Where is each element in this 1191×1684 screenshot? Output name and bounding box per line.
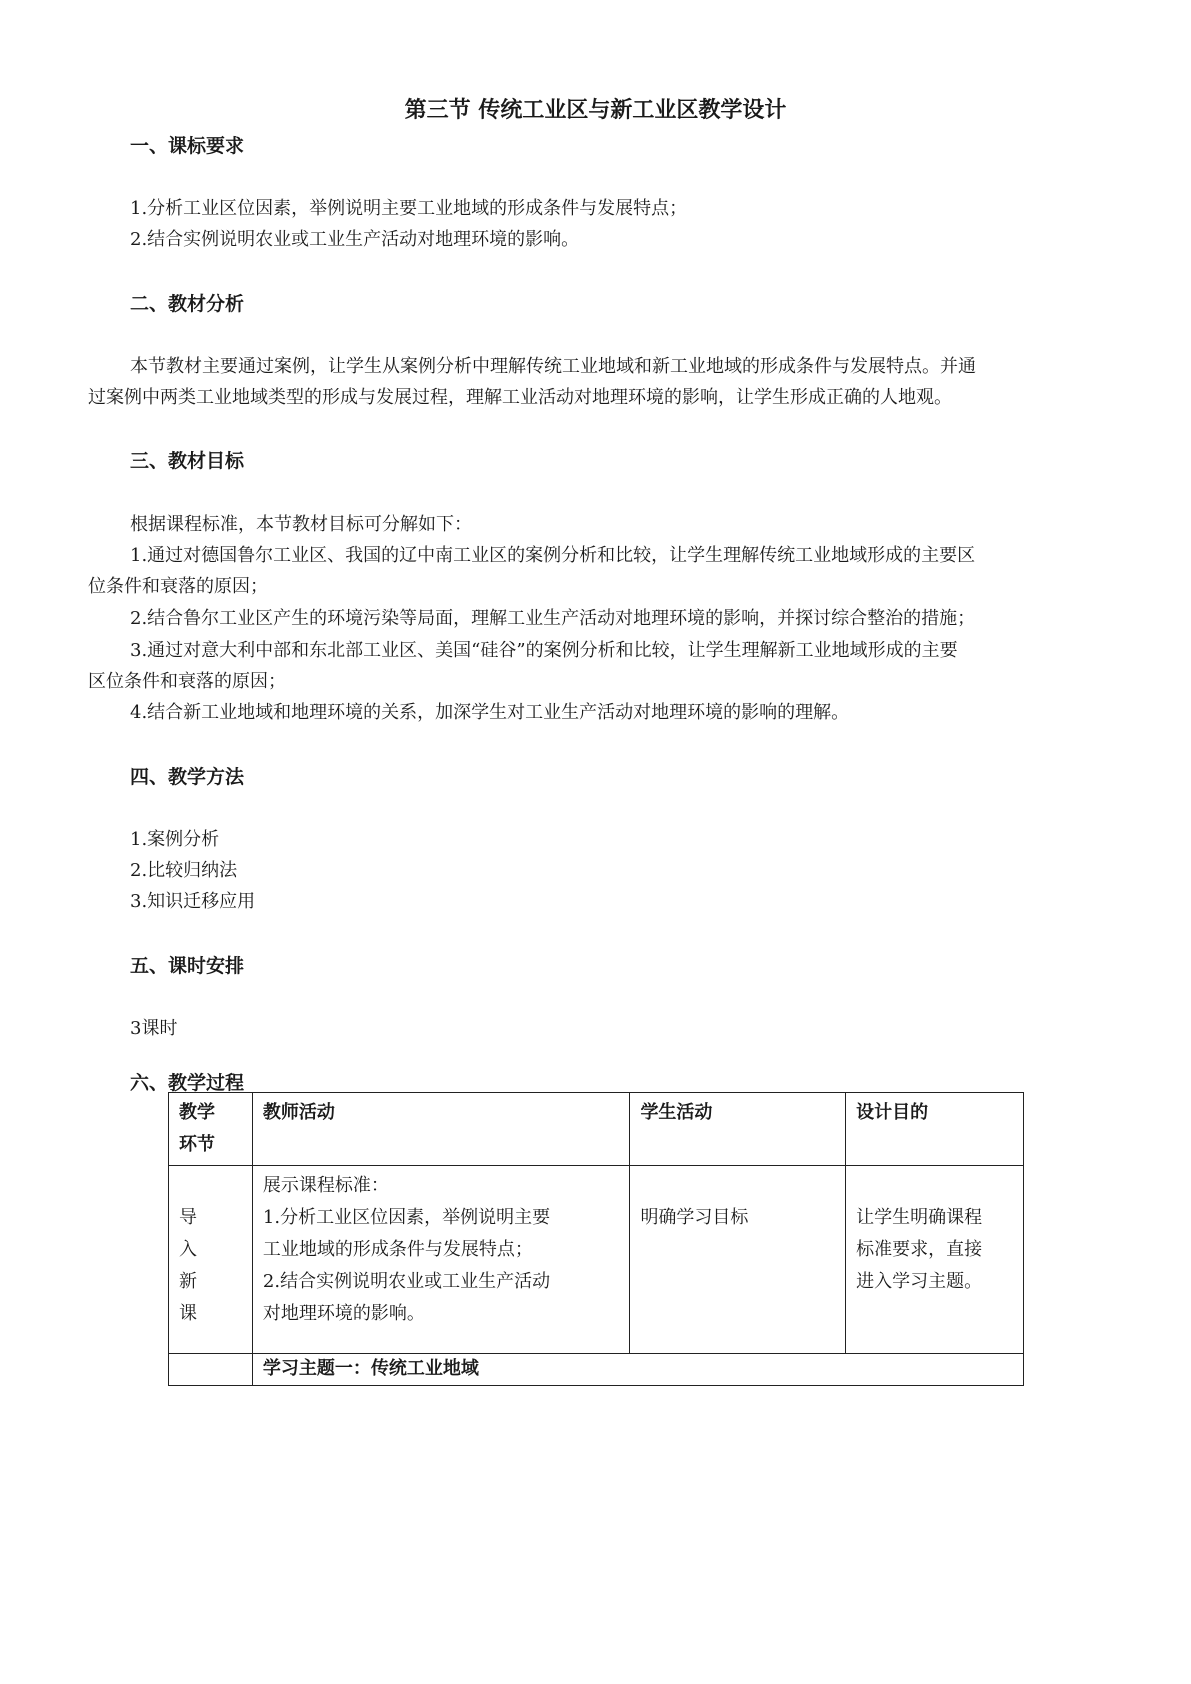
section-heading-3: 三、教材目标 [130, 450, 245, 472]
s3-line-4: 2.结合鲁尔工业区产生的环境污染等局面，理解工业生产活动对地理环境的影响，并探讨综合整治的措施； [130, 608, 976, 629]
purpose-line: 标准要求，直接 [856, 1239, 983, 1260]
s1-item-1: 1.分析工业区位因素，举例说明主要工业地域的形成条件与发展特点； [130, 198, 688, 219]
section-heading-1: 一、课标要求 [130, 135, 245, 157]
section-heading-2: 二、教材分析 [130, 293, 245, 315]
header-stage-line-2: 环节 [179, 1134, 215, 1155]
teacher-line: 展示课程标准： [262, 1175, 389, 1196]
stage-cell [169, 1166, 253, 1354]
s3-line-5: 3.通过对意大利中部和东北部工业区、美国“硅谷”的案例分析和比较，让学生理解新工业地域形成的主要 [130, 640, 958, 661]
purpose-line: 进入学习主题。 [856, 1271, 983, 1292]
s3-line-3: 位条件和衰落的原因； [88, 576, 268, 597]
teacher-line: 工业地域的形成条件与发展特点； [262, 1239, 533, 1260]
stage-char: 新 [179, 1271, 197, 1292]
topic-heading-cell: 学习主题一：传统工业地域 [252, 1354, 1023, 1386]
s2-line-1: 本节教材主要通过案例，让学生从案例分析中理解传统工业地域和新工业地域的形成条件与发展特点。并通 [130, 356, 976, 377]
teacher-line: 1.分析工业区位因素，举例说明主要 [262, 1207, 551, 1228]
s4-item-3: 3.知识迁移应用 [130, 891, 256, 912]
table-row [169, 1354, 1024, 1386]
teacher-line: 对地理环境的影响。 [262, 1303, 425, 1324]
header-teacher: 教师活动 [252, 1093, 630, 1166]
teaching-process-table [168, 1092, 1024, 1386]
header-stage-line-1: 教学 [179, 1102, 215, 1123]
stage-char: 导 [179, 1207, 197, 1228]
s1-item-2: 2.结合实例说明农业或工业生产活动对地理环境的影响。 [130, 229, 580, 250]
header-purpose: 设计目的 [846, 1093, 1024, 1166]
s4-item-1: 1.案例分析 [130, 829, 220, 850]
table-row [169, 1166, 1024, 1354]
s2-line-2: 过案例中两类工业地域类型的形成与发展过程，理解工业活动对地理环境的影响，让学生形成正确的人地观。 [88, 387, 952, 408]
page-title: 第三节 传统工业区与新工业区教学设计 [404, 97, 787, 123]
s3-line-6: 区位条件和衰落的原因； [88, 671, 286, 692]
stage-char: 课 [179, 1303, 197, 1324]
teacher-activity-cell [252, 1166, 630, 1354]
purpose-line: 让学生明确课程 [856, 1207, 983, 1228]
s5-text: 3课时 [130, 1018, 178, 1039]
s3-line-7: 4.结合新工业地域和地理环境的关系，加深学生对工业生产活动对地理环境的影响的理解。 [130, 702, 850, 723]
header-student: 学生活动 [630, 1093, 846, 1166]
table-header-row [169, 1093, 1024, 1166]
section-heading-5: 五、课时安排 [130, 955, 245, 977]
teacher-line: 2.结合实例说明农业或工业生产活动 [262, 1271, 551, 1292]
student-activity-cell: 明确学习目标 [630, 1166, 846, 1354]
section-heading-6: 六、教学过程 [130, 1072, 245, 1094]
s4-item-2: 2.比较归纳法 [130, 860, 238, 881]
stage-char: 入 [179, 1239, 197, 1260]
s3-line-1: 根据课程标准，本节教材目标可分解如下： [130, 514, 472, 535]
header-stage [169, 1093, 253, 1166]
section-heading-4: 四、教学方法 [130, 766, 245, 788]
s3-line-2: 1.通过对德国鲁尔工业区、我国的辽中南工业区的案例分析和比较，让学生理解传统工业地域形成的主要区 [130, 545, 976, 566]
empty-stage-cell [169, 1354, 253, 1386]
purpose-cell [846, 1166, 1024, 1354]
